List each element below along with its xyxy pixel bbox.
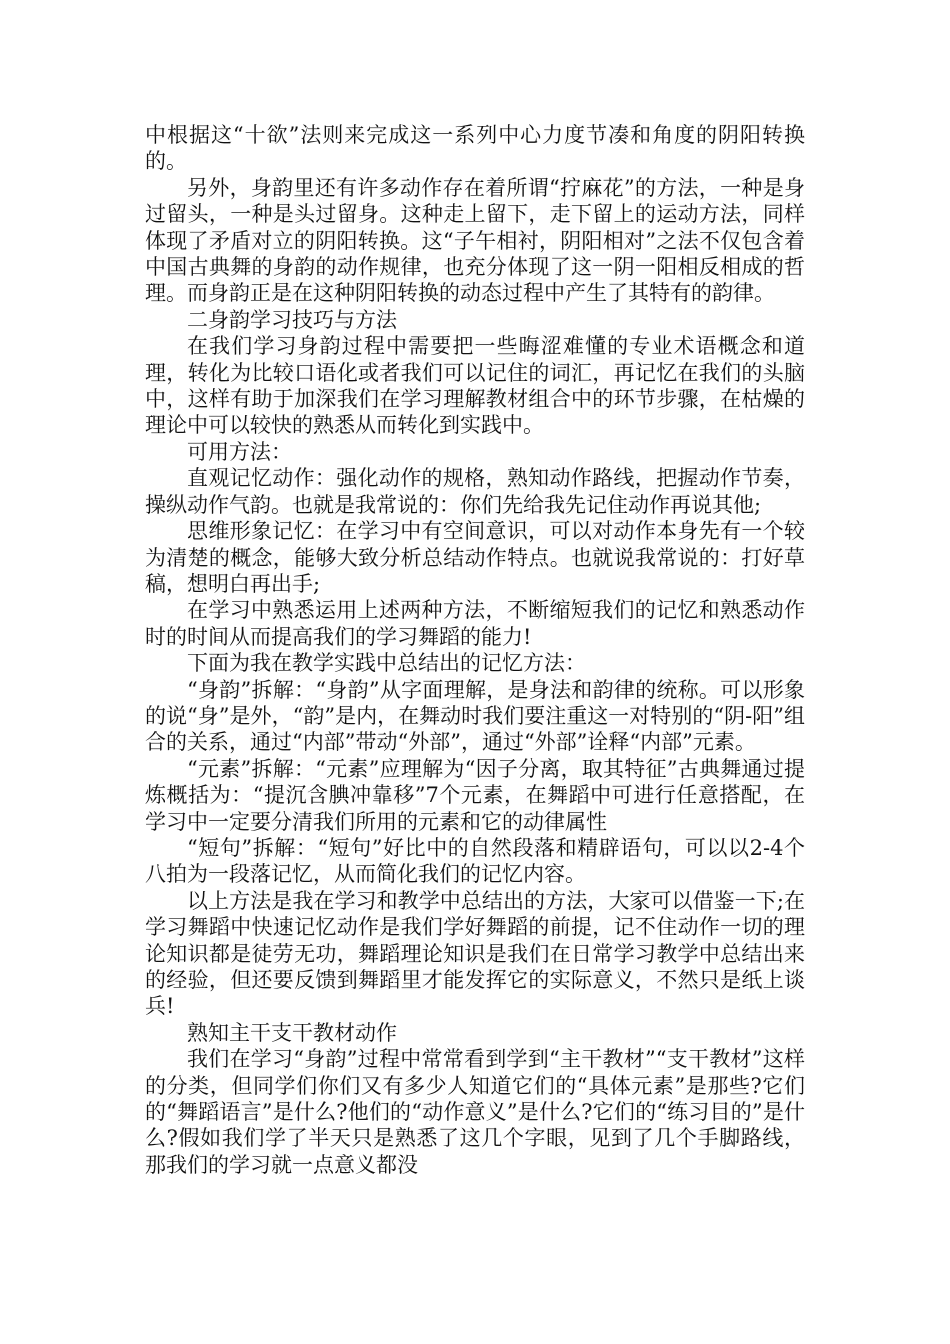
paragraph-memory-methods-intro: 下面为我在教学实践中总结出的记忆方法： [187, 651, 586, 676]
paragraph-twist-method: 另外，身韵里还有许多动作存在着所谓“拧麻花”的方法，一种是身过留头，一种是头过留身。这种走上留下，走下留上的运动方法，同样体现了矛盾对立的阴阳转换。这“子午相衬，阴阳相对”之法不仅包含着中国古典舞的身韵的动作规律，也充分体现了这一阴一阳相反相成的哲理。而身韵正是在这种阴阳转换的动态过程中产生了其特有的韵律。 [145, 175, 805, 306]
paragraph-continued: 中根据这“十欲”法则来完成这一系列中心力度节凑和角度的阴阳转换的。 [145, 123, 805, 174]
section-heading-main-materials: 熟知主干支干教材动作 [187, 1020, 397, 1045]
section-heading-learning-skills: 二身韵学习技巧与方法 [187, 307, 397, 332]
paragraph-phrase-breakdown: “短句”拆解：“短句”好比中的自然段落和精辟语句，可以以2-4个八拍为一段落记忆，从而简化我们的记忆内容。 [145, 835, 805, 887]
document-body [145, 122, 805, 1178]
paragraph-shenyun-breakdown: “身韵”拆解：“身韵”从字面理解，是身法和韵律的统称。可以形象的说“身”是外，“韵”是内，在舞动时我们要注重这一对特别的“阴-阳”组合的关系，通过“内部”带动“外部”，通过“外部”诠释“内部”元素。 [145, 677, 805, 755]
paragraph-apply-methods: 在学习中熟悉运用上述两种方法，不断缩短我们的记忆和熟悉动作时的时间从而提高我们的学习舞蹈的能力! [145, 598, 805, 649]
paragraph-main-materials: 我们在学习“身韵”过程中常常看到学到“主干教材”“支干教材”这样的分类，但同学们你们又有多少人知道它们的“具体元素”是那些?它们的“舞蹈语言”是什么?他们的“动作意义”是什么?它们的“练习目的”是什么?假如我们学了半天只是熟悉了这几个字眼，见到了几个手脚路线，那我们的学习就一点意义都没 [145, 1047, 805, 1177]
paragraph-terminology: 在我们学习身韵过程中需要把一些晦涩难懂的专业术语概念和道理，转化为比较口语化或者我们可以记住的词汇，再记忆在我们的头脑中，这样有助于加深我们在学习理解教材组合中的环节步骤，在枯燥的理论中可以较快的熟悉从而转化到实践中。 [145, 334, 805, 438]
paragraph-visual-memory: 直观记忆动作：强化动作的规格，熟知动作路线，把握动作节奏，操纵动作气韵。也就是我常说的：你们先给我先记住动作再说其他; [145, 466, 805, 517]
paragraph-image-memory: 思维形象记忆：在学习中有空间意识，可以对动作本身先有一个较为清楚的概念，能够大致分析总结动作特点。也就说我常说的：打好草稿，想明白再出手; [145, 519, 805, 596]
paragraph-summary: 以上方法是我在学习和教学中总结出的方法，大家可以借鉴一下;在学习舞蹈中快速记忆动作是我们学好舞蹈的前提，记不住动作一切的理论知识都是徒劳无功，舞蹈理论知识是我们在日常学习教学中总结出来的经验，但还要反馈到舞蹈里才能发挥它的实际意义，不然只是纸上谈兵! [145, 888, 805, 1019]
paragraph-elements-breakdown: “元素”拆解：“元素”应理解为“因子分离，取其特征”古典舞通过提炼概括为：“提沉含腆冲靠移”7个元素，在舞蹈中可进行任意搭配，在学习中一定要分清我们所用的元素和它的动律属性 [145, 756, 805, 834]
paragraph-available-methods: 可用方法： [187, 439, 292, 464]
